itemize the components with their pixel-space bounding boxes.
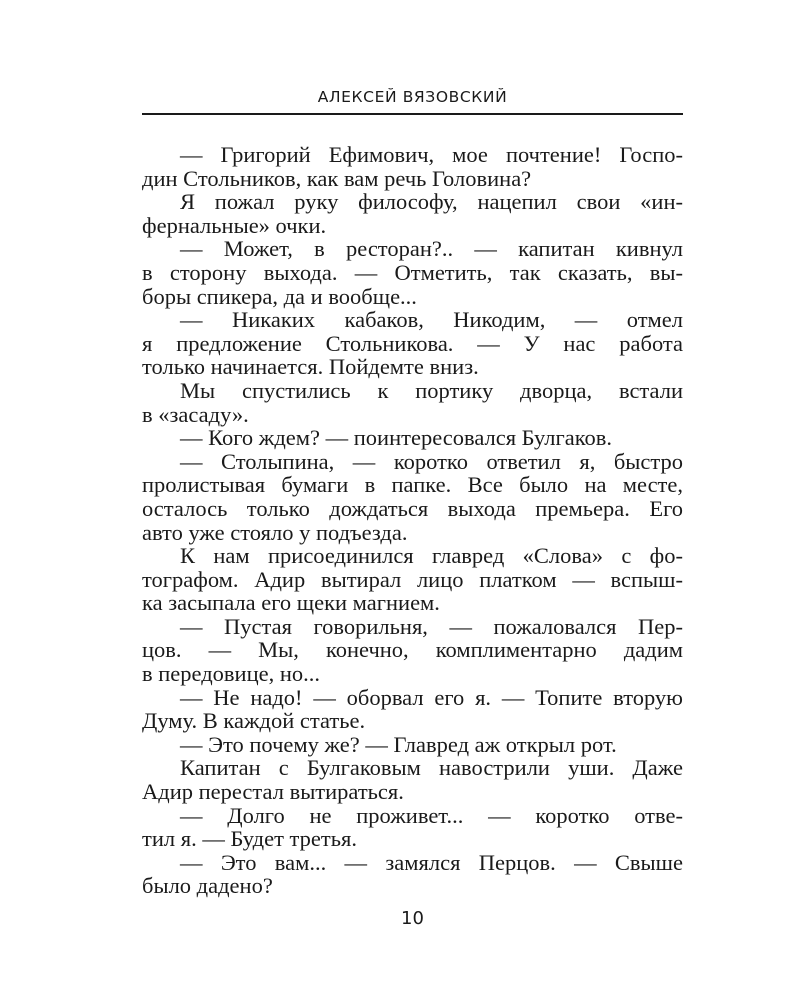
page-number: 10 <box>401 908 424 929</box>
text-line: осталось только дождаться выхода премьера. Его <box>142 495 683 521</box>
text-line: фернальные» очки. <box>142 212 327 238</box>
text-line: — Это почему же? — Главред аж открыл рот. <box>180 731 617 757</box>
text-line: Думу. В каждой статье. <box>142 708 366 734</box>
body-text <box>142 143 683 898</box>
text-line: Капитан с Булгаковым навострили уши. Даже <box>180 755 683 781</box>
text-line: Адир перестал вытираться. <box>142 779 404 805</box>
text-line: тил я. — Будет третья. <box>142 826 357 852</box>
header-rule <box>142 113 683 115</box>
text-line: — Никаких кабаков, Никодим, — отмел <box>180 307 683 333</box>
text-line: К нам присоединился главред «Слова» с фо- <box>180 543 683 569</box>
text-line: цов. — Мы, конечно, комплиментарно дадим <box>142 637 683 663</box>
text-line: — Пустая говорильня, — пожаловался Пер- <box>180 613 683 639</box>
text-line: только начинается. Пойдемте вниз. <box>142 354 479 380</box>
text-line: — Кого ждем? — поинтересовался Булгаков. <box>180 425 613 451</box>
text-line: авто уже стояло у подъезда. <box>142 519 408 545</box>
text-line: Я пожал руку философу, нацепил свои «ин- <box>180 189 683 215</box>
text-line: дин Стольников, как вам речь Головина? <box>142 165 532 191</box>
text-line: — Столыпина, — коротко ответил я, быстро <box>180 448 683 474</box>
text-line: было дадено? <box>142 873 273 899</box>
text-line: — Григорий Ефимович, мое почтение! Госпо- <box>180 142 683 167</box>
running-head-author: АЛЕКСЕЙ ВЯЗОВСКИЙ <box>317 88 508 106</box>
text-line: я предложение Стольникова. — У нас работа <box>142 330 683 356</box>
text-line: ка засыпала его щеки магнием. <box>142 590 440 616</box>
text-line: в передовице, но... <box>142 661 321 687</box>
text-line: тографом. Адир вытирал лицо платком — вспыш- <box>142 566 683 592</box>
text-line: — Долго не проживет... — коротко отве- <box>180 802 683 828</box>
text-line: — Не надо! — оборвал его я. — Топите вторую <box>180 684 683 710</box>
text-line: в сторону выхода. — Отметить, так сказать, вы- <box>142 259 683 285</box>
text-line: Мы спустились к портику дворца, встали <box>180 377 683 403</box>
text-line: пролистывая бумаги в папке. Все было на месте, <box>142 472 683 498</box>
text-line: — Может, в ресторан?.. — капитан кивнул <box>180 236 683 262</box>
text-line: — Это вам... — замялся Перцов. — Свыше <box>180 849 683 875</box>
text-line: в «засаду». <box>142 401 249 427</box>
text-line: боры спикера, да и вообще... <box>142 283 417 309</box>
